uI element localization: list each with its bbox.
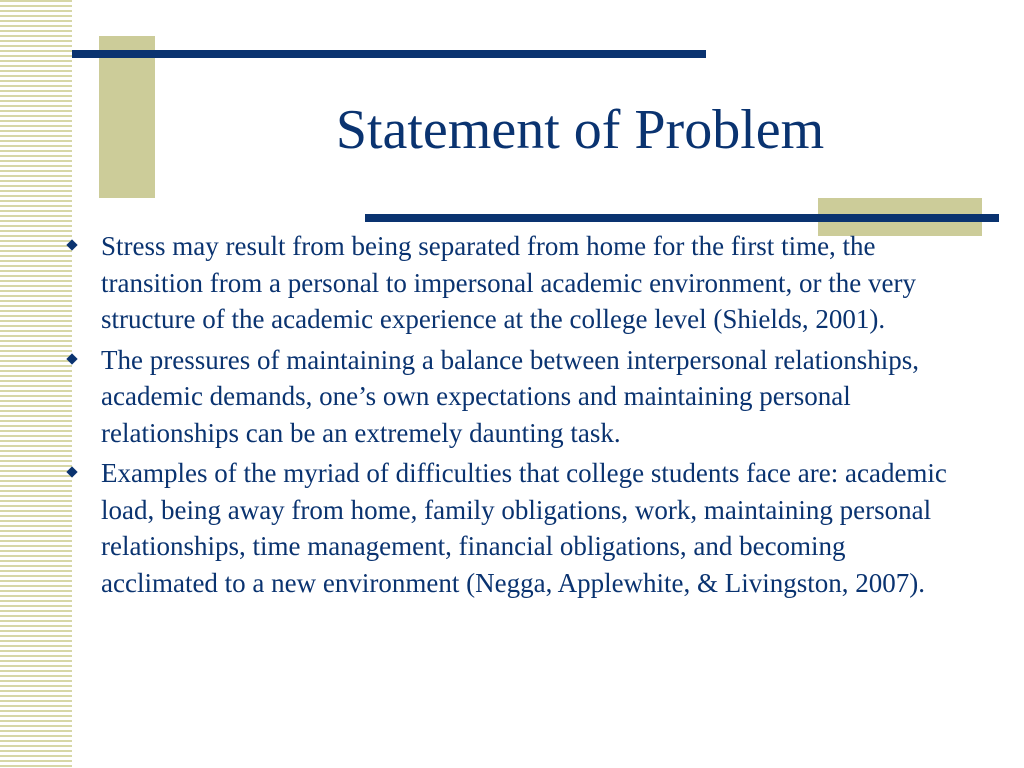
title-rule-bottom bbox=[365, 214, 999, 222]
title-rule-top bbox=[72, 50, 706, 58]
slide-title: Statement of Problem bbox=[335, 99, 825, 161]
bullet-item bbox=[62, 455, 962, 601]
diamond-bullet-icon bbox=[66, 239, 77, 250]
bullet-text: The pressures of maintaining a balance between interpersonal relationships, academic demands, one’s own expectations and maintaining personal relationships can be an extremely daunting task. bbox=[101, 344, 919, 448]
diamond-bullet-icon bbox=[66, 466, 77, 477]
bullet-list bbox=[62, 228, 962, 605]
bullet-item bbox=[62, 228, 962, 338]
accent-block-left bbox=[99, 36, 155, 198]
diamond-bullet-icon bbox=[66, 353, 77, 364]
bullet-item bbox=[62, 342, 962, 452]
bullet-text: Examples of the myriad of difficulties that college students face are: academic load, being away from home, family obligations, work, maintaining personal relationships, time management, financial obligations, and becoming acclimated to a new environment (Negga, Applewhite, & Livingston, 2007). bbox=[101, 458, 947, 598]
bullet-text: Stress may result from being separated from home for the first time, the transition from a personal to impersonal academic environment, or the very structure of the academic experience at the college level (Shields, 2001). bbox=[101, 231, 916, 334]
